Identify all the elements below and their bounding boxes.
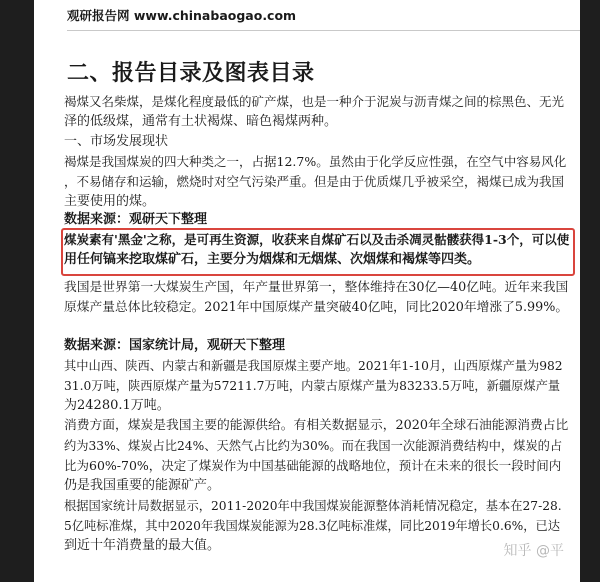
intro-paragraph	[64, 92, 569, 212]
text-line: 比为60%-70%，决定了煤炭作为中国基础能源的战略地位，预计在未来的很长一段时间内	[64, 458, 562, 473]
text-line: 5亿吨标准煤，其中2020年我国煤炭能源为28.3亿吨标准煤，同比2019年增长0.6%，已达	[64, 519, 561, 533]
text-line: 仍是我国重要的能源矿产。	[64, 478, 221, 493]
page-header: 观研报告网 www.chinabaogao.com	[67, 6, 580, 31]
text-line: 我国是世界第一大煤炭生产国，年产量世界第一，整体维持在30亿—40亿吨。近年来我国	[64, 280, 569, 295]
highlighted-paragraph	[64, 230, 569, 270]
subheading: 一、市场发展现状	[64, 134, 169, 149]
text-line: 为24280.1万吨。	[64, 398, 170, 413]
text-line: 褐煤又名柴煤，是煤化程度最低的矿产煤，也是一种介于泥炭与沥青煤之间的棕黑色、无光	[64, 94, 565, 109]
data-source-2: 数据来源：国家统计局，观研天下整理	[64, 338, 286, 353]
data-source-1: 数据来源：观研天下整理	[64, 212, 208, 227]
text-line: 原煤产量总体比较稳定。2021年中国原煤产量突破40亿吨，同比2020年增涨了5.99%。	[64, 300, 569, 315]
document-page	[34, 0, 580, 582]
text-line: 褐煤是我国煤炭的四大种类之一，占据12.7%。虽然由于化学反应性强，在空气中容易风化	[64, 154, 567, 169]
text-line: ，不易储存和运输，燃烧时对空气污染严重。但是由于优质煤几乎被采空，褐煤已成为我国	[64, 174, 565, 189]
text-line: 用任何镐来挖取煤矿石，主要分为烟煤和无烟煤、次烟煤和褐煤等四类。	[64, 252, 481, 267]
section-title: 二、报告目录及图表目录	[67, 61, 315, 86]
production-paragraph	[64, 278, 569, 318]
watermark: 知乎 @平	[503, 543, 564, 559]
text-line: 其中山西、陕西、内蒙古和新疆是我国原煤主要产地。2021年1-10月，山西原煤产量为982	[64, 359, 563, 373]
text-line: 根据国家统计局数据显示，2011-2020年中我国煤炭能源整体消耗情况稳定，基本在27-28.	[64, 499, 562, 513]
text-line: 到近十年消费量的最大值。	[64, 538, 221, 553]
text-line: 消费方面，煤炭是我国主要的能源供给。有相关数据显示，2020年全球石油能源消费占比	[64, 418, 569, 433]
text-line: 主要使用的煤。	[64, 194, 156, 209]
text-line: 泽的低级煤，通常有土状褐煤、暗色褐煤两种。	[64, 114, 338, 129]
text-line: 约为33%、煤炭占比24%、天然气占比约为30%。而在我国一次能源消费结构中，煤炭的占	[64, 439, 563, 453]
text-line: 31.0万吨，陕西原煤产量为57211.7万吨，内蒙古原煤产量为83233.5万吨，新疆原煤产量	[64, 379, 561, 393]
text-line: 煤炭素有'黑金'之称，是可再生资源，收获来自煤矿石以及击杀凋灵骷髅获得1-3个，可以使	[64, 232, 570, 247]
regions-paragraph	[64, 356, 569, 556]
